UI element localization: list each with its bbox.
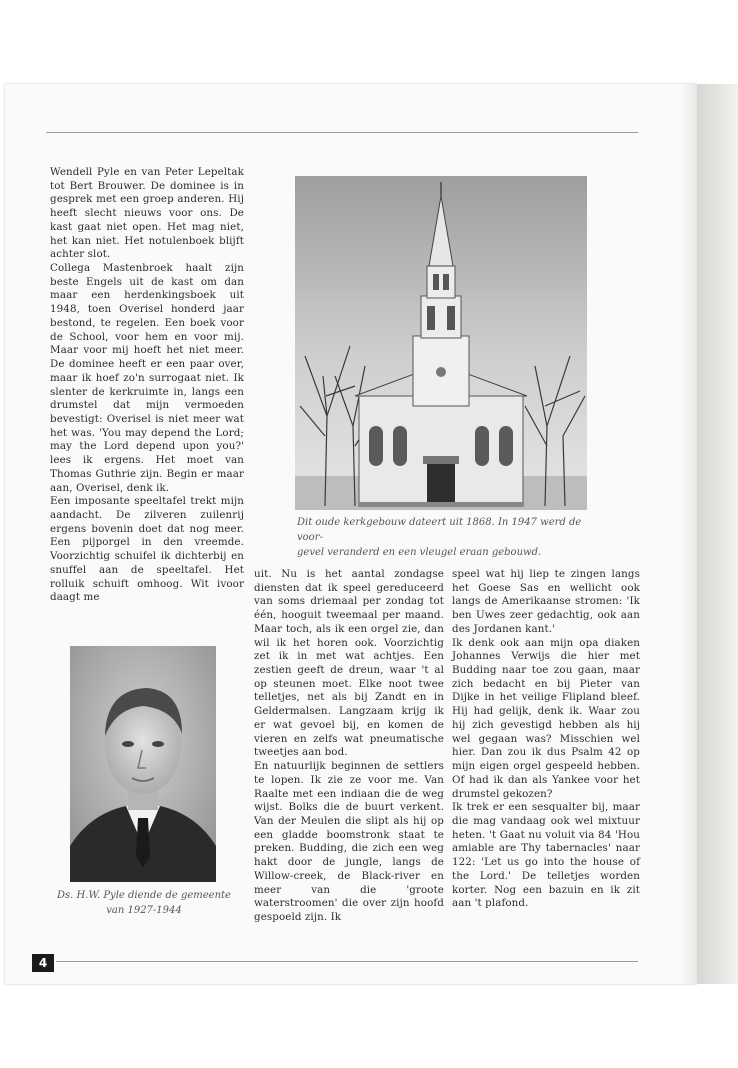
church-photo-icon — [295, 176, 587, 510]
paragraph: Ik trek er een sesqualter bij, maar die mag vandaag ook wel mixtuur heten. 't Gaat nu voluit via 84 'Hou amiable are Thy tabernacles' naar 122: 'Let us go into the house of the Lord.' De telletjes worden korter. Nog een bazuin en ik zit aan 't plafond. — [452, 801, 640, 910]
paragraph: Ik denk ook aan mijn opa diaken Johannes Verwijs die hier met Budding naar toe zou gaan, maar zich bedacht en bij Pieter van Dijke in het veilige Flipland bleef. Hij had gelijk, denk ik. Waar zou hij zich gevestigd hebben als hij wel gegaan was? Misschien wel hier. Dan zou ik dus Psalm 42 op mijn eigen orgel gespeeld hebben. Of had ik dan als Yankee voor het drumstel gekozen? — [452, 636, 640, 800]
next-page-edge — [698, 84, 738, 984]
caption-line: Dit oude kerkgebouw dateert uit 1868. In 1947 werd de voor- — [297, 517, 582, 543]
text-column-1 — [50, 166, 244, 605]
paragraph: En natuurlijk beginnen de settlers te lopen. Ik zie ze voor me. Van Raalte met een indiaan die de weg wijst. Bolks die de buurt verkent. Van der Meulen die slipt als hij op een gladde boomstronk staat te preken. Budding, die zich een weg hakt door de jungle, langs de Willow-creek, de Black-river en meer van die 'groote waterstroomen' die over zijn hoofd gespoeld zijn. Ik — [254, 760, 444, 923]
caption-line: van 1927-1944 — [106, 905, 182, 916]
pastor-photo-caption — [52, 888, 236, 918]
paragraph: speel wat hij liep te zingen langs het Goese Sas en wellicht ook langs de Amerikaanse stromen: 'Ik ben Uwes zeer gedachtig, ook aan des Jordanen kant.' — [452, 568, 640, 635]
church-photo — [295, 176, 587, 510]
caption-line: Ds. H.W. Pyle diende de gemeente — [57, 890, 231, 901]
portrait-photo-icon — [70, 646, 216, 882]
footer-rule — [56, 961, 638, 962]
page-gutter-shadow — [680, 84, 698, 984]
header-rule — [46, 132, 638, 133]
caption-line: gevel veranderd en een vleugel eraan gebouwd. — [297, 547, 542, 558]
paragraph: Collega Mastenbroek haalt zijn beste Engels uit de kast om dan maar een herdenkingsboek uit 1948, toen Overisel honderd jaar bestond, te regelen. Een boek voor de School, voor hem en voor mij. Maar voor mij hoeft het niet meer. De dominee heeft er een paar over, maar ik hoef zo'n surrogaat niet. Ik slenter de kerkruimte in, langs een drumstel dat mijn vermoeden bevestigt: Overisel is niet meer wat het was. 'You may depend the Lord; may the Lord depend upon you?' lees ik ergens. Het moet van Thomas Guthrie zijn. Begin er maar aan, Overisel, denk ik. — [50, 262, 244, 494]
paragraph: Een imposante speeltafel trekt mijn aandacht. De zilveren zuilenrij ergens bovenin doet dat nog meer. Een pijporgel in den vreemde. Voorzichtig schuifel ik dichterbij en snuffel aan de speeltafel. Het rolluik schuift omhoog. Wit ivoor daagt me — [50, 495, 244, 604]
paragraph: uit. Nu is het aantal zondagse diensten dat ik speel gereduceerd van soms driemaal per zondag tot één, hooguit tweemaal per maand. Maar toch, als ik een orgel zie, dan wil ik het horen ook. Voorzichtig zet ik in met wat achtjes. Een zestien geeft de dreun, waar 't al op steunen moet. Elke noot twee telletjes, net als bij Zandt en in Geldermalsen. Langzaam krijg ik er wat gevoel bij, en komen de vieren en zelfs wat pneumatische tweetjes aan bod. — [254, 568, 444, 759]
page-number: 4 — [32, 954, 54, 972]
church-photo-caption — [297, 515, 607, 560]
pastor-portrait — [70, 646, 216, 882]
text-column-2 — [254, 568, 444, 925]
text-column-3 — [452, 568, 640, 911]
paragraph: Wendell Pyle en van Peter Lepeltak tot Bert Brouwer. De dominee is in gesprek met een groep anderen. Hij heeft slecht nieuws voor ons. De kast gaat niet open. Het mag niet, het kan niet. Het notulenboek blijft achter slot. — [50, 166, 244, 261]
